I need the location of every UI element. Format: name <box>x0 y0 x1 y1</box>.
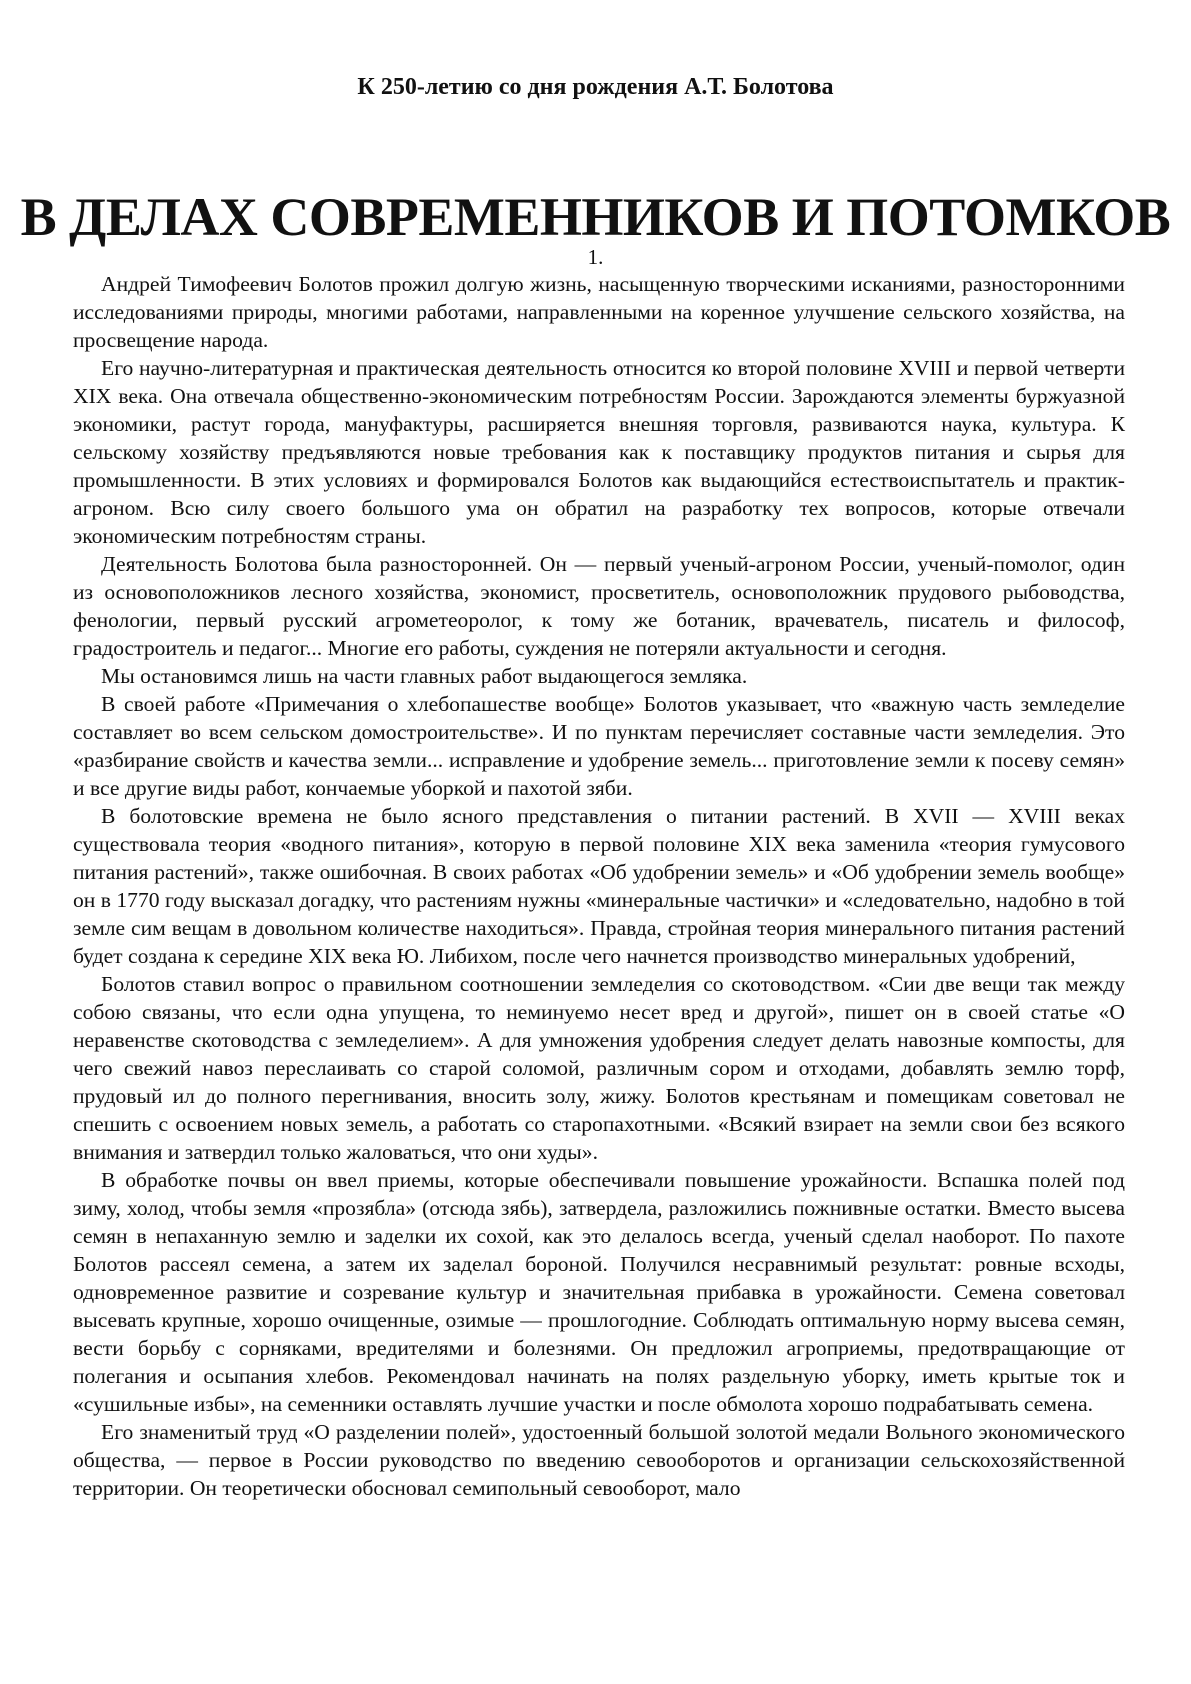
paragraph-2: Его научно-литературная и практическая деятельность относится ко второй половине XVIII и первой четверти XIX века. Она отвечала общественно-экономическим потребностям России. Зарождаются элементы буржуазной экономики, растут города, мануфактуры, расширяется внешняя торговля, развиваются наука, культура. К сельскому хозяйству предъявляются новые требования как к поставщику продуктов питания и сырья для промышленности. В этих условиях и формировался Болотов как выдающийся естествоиспытатель и практик-агроном. Всю силу своего большого ума он обратил на разработку тех вопросов, которые отвечали экономическим потребностям страны. <box>73 356 1125 548</box>
paragraph-1: Андрей Тимофеевич Болотов прожил долгую жизнь, насыщенную творческими исканиями, разносторонними исследованиями природы, многими работами, направленными на коренное улучшение сельского хозяйства, на просвещение народа. <box>73 272 1125 352</box>
paragraph-3: Деятельность Болотова была разносторонней. Он — первый ученый-агроном России, ученый-помолог, один из основоположников лесного хозяйства, экономист, просветитель, основоположник прудового рыбоводства, фенологии, первый русский агрометеоролог, к тому же ботаник, врачеватель, писатель и философ, градостроитель и педагог... Многие его работы, суждения не потеряли актуальности и сегодня. <box>73 552 1125 660</box>
paragraph-8: В обработке почвы он ввел приемы, которые обеспечивали повышение урожайности. Вспашка полей под зиму, холод, чтобы земля «прозябла» (отсюда зябь), затвердела, разложились пожнивные остатки. Вместо высева семян в непаханную землю и заделки их сохой, как это делалось всегда, ученый сделал наоборот. По пахоте Болотов рассеял семена, а затем их заделал бороной. Получился несравнимый результат: ровные всходы, одновременное развитие и созревание культур и значительная прибавка в урожайности. Семена советовал высевать крупные, хорошо очищенные, озимые — прошлогодние. Соблюдать оптимальную норму высева семян, вести борьбу с сорняками, вредителями и болезнями. Он предложил агроприемы, предотвращающие от полегания и осыпания хлебов. Рекомендовал начинать на полях раздельную уборку, иметь крытые ток и «сушильные избы», на семенники оставлять лучшие участки и после обмолота хорошо подрабатывать семена. <box>73 1168 1125 1416</box>
anniversary-supertitle: К 250-летию со дня рождения А.Т. Болотова <box>357 74 834 100</box>
paragraph-9: Его знаменитый труд «О разделении полей», удостоенный большой золотой медали Вольного экономического общества, — первое в России руководство по введению севооборотов и организации сельскохозяйственной территории. Он теоретически обосновал семипольный севооборот, мало <box>73 1420 1125 1500</box>
paragraph-5: В своей работе «Примечания о хлебопашестве вообще» Болотов указывает, что «важную часть земледелие составляет во всем сельском домостроительстве». И по пунктам перечисляет составные части земледелия. Это «разбирание свойств и качества земли... исправление и удобрение земель... приготовление земли к посеву семян» и все другие виды работ, кончаемые уборкой и пахотой зяби. <box>73 692 1125 800</box>
article-body <box>73 270 1125 1502</box>
section-number: 1. <box>587 245 604 269</box>
article-title: В ДЕЛАХ СОВРЕМЕННИКОВ И ПОТОМКОВ <box>20 187 1171 247</box>
paragraph-6: В болотовские времена не было ясного представления о питании растений. В XVII — XVIII веках существовала теория «водного питания», которую в первой половине XIX века заменила «теория гумусового питания растений», также ошибочная. В своих работах «Об удобрении земель» и «Об удобрении земель вообще» он в 1770 году высказал догадку, что растениям нужны «минеральные частички» и «следовательно, надобно в той земле сим вещам в довольном количестве находиться». Правда, стройная теория минерального питания растений будет создана к середине XIX века Ю. Либихом, после чего начнется производство минеральных удобрений, <box>73 804 1125 968</box>
paragraph-4: Мы остановимся лишь на части главных работ выдающегося земляка. <box>101 664 748 688</box>
paragraph-7: Болотов ставил вопрос о правильном соотношении земледелия со скотоводством. «Сии две вещи так между собою связаны, что если одна упущена, то неминуемо несет вред и другой», пишет он в своей статье «О неравенстве скотоводства с земледелием». А для умножения удобрения следует делать навозные компосты, для чего свежий навоз переслаивать со старой соломой, различным сором и отходами, добавлять землю торф, прудовый ил до полного перегнивания, вносить золу, жижу. Болотов крестьянам и помещикам советовал не спешить с освоением новых земель, а работать со старопахотными. «Всякий взирает на земли свои без всякого внимания и затвердил только жаловаться, что они худы». <box>73 972 1125 1164</box>
